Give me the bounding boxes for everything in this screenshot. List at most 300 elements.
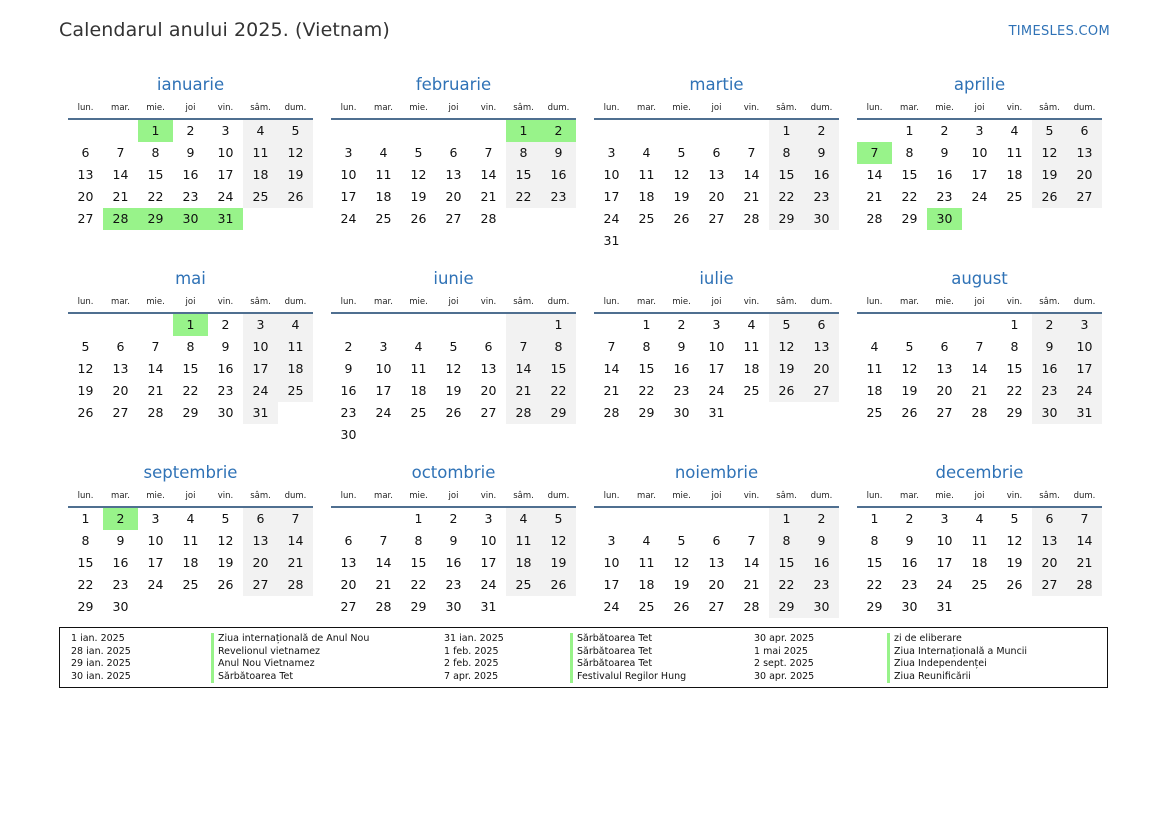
weekday-label: mar.: [374, 491, 393, 501]
empty-day: [1032, 596, 1067, 618]
week-row: [331, 402, 576, 424]
day-cell: 28: [1067, 574, 1102, 596]
weekday-label: lun.: [340, 297, 357, 307]
day-cell: 11: [638, 167, 655, 182]
empty-day: [68, 314, 103, 336]
week-row: [331, 208, 576, 230]
day-cell: 23: [340, 405, 357, 420]
empty-day: [541, 208, 576, 230]
weekday-label: joi: [448, 103, 459, 113]
day-cell: 22: [901, 189, 918, 204]
day-cell: 7: [116, 145, 125, 160]
day-cell: 6: [712, 533, 721, 548]
day-cell: 12: [278, 142, 313, 164]
week-row: [68, 358, 313, 380]
holiday-name: Ziua Independenței: [887, 658, 1120, 671]
day-cell: 9: [905, 533, 914, 548]
month-title: septembrie: [143, 463, 238, 482]
day-cell: 28: [480, 211, 497, 226]
month-iulie: [594, 267, 839, 461]
weekday-label: joi: [185, 103, 196, 113]
week-row: [331, 358, 576, 380]
day-cell: 17: [147, 555, 164, 570]
day-cell: 21: [375, 577, 392, 592]
day-cell: 21: [603, 383, 620, 398]
day-cell: 4: [975, 511, 984, 526]
day-cell: 21: [278, 552, 313, 574]
week-row: [331, 596, 576, 618]
day-cell: 6: [1067, 120, 1102, 142]
day-cell: 1: [769, 120, 804, 142]
day-cell: 4: [1010, 123, 1019, 138]
day-cell: 10: [603, 167, 620, 182]
day-cell: 8: [506, 142, 541, 164]
weekday-label: mie.: [672, 103, 691, 113]
weekday-header: [331, 293, 576, 314]
weekday-label: dum.: [284, 297, 307, 307]
day-cell: 15: [506, 164, 541, 186]
day-cell: 17: [936, 555, 953, 570]
empty-day: [857, 314, 892, 336]
empty-day: [892, 314, 927, 336]
week-row: [594, 120, 839, 142]
week-row: [857, 402, 1102, 424]
week-row: [594, 230, 839, 252]
day-cell: 12: [445, 361, 462, 376]
day-cell: 28: [743, 599, 760, 614]
holiday-day: 1: [506, 120, 541, 142]
day-cell: 21: [480, 189, 497, 204]
day-cell: 27: [480, 405, 497, 420]
day-cell: 25: [638, 211, 655, 226]
day-cell: 26: [769, 380, 804, 402]
week-row: [857, 120, 1102, 142]
week-row: [331, 574, 576, 596]
weekday-label: dum.: [1073, 297, 1096, 307]
empty-day: [769, 402, 804, 424]
week-row: [68, 120, 313, 142]
week-row: [594, 402, 839, 424]
weekday-label: mar.: [111, 103, 130, 113]
day-cell: 30: [804, 596, 839, 618]
day-cell: 8: [186, 339, 195, 354]
day-cell: 26: [217, 577, 234, 592]
week-row: [68, 208, 313, 230]
day-cell: 13: [480, 361, 497, 376]
weekday-label: sâm.: [250, 491, 271, 501]
day-cell: 6: [712, 145, 721, 160]
day-cell: 27: [340, 599, 357, 614]
day-cell: 30: [901, 599, 918, 614]
holiday-date: 1 feb. 2025: [444, 645, 499, 657]
day-cell: 13: [77, 167, 94, 182]
day-cell: 28: [506, 402, 541, 424]
day-cell: 5: [81, 339, 90, 354]
week-row: [331, 530, 576, 552]
day-cell: 29: [410, 599, 427, 614]
week-row: [857, 164, 1102, 186]
day-cell: 20: [445, 189, 462, 204]
day-cell: 10: [1067, 336, 1102, 358]
day-cell: 30: [217, 405, 234, 420]
day-cell: 4: [243, 120, 278, 142]
weekday-label: mie.: [935, 297, 954, 307]
holiday-day: 2: [103, 508, 138, 530]
day-cell: 20: [936, 383, 953, 398]
day-cell: 1: [870, 511, 879, 526]
week-row: [68, 402, 313, 424]
empty-day: [68, 120, 103, 142]
weekday-label: lun.: [603, 103, 620, 113]
weekday-label: vin.: [480, 297, 497, 307]
empty-day: [629, 120, 664, 142]
day-cell: 29: [769, 596, 804, 618]
day-cell: 3: [484, 511, 493, 526]
day-cell: 4: [506, 508, 541, 530]
month-title: decembrie: [935, 463, 1024, 482]
day-cell: 10: [243, 336, 278, 358]
holiday-day: 30: [927, 208, 962, 230]
weekday-label: vin.: [217, 103, 234, 113]
day-cell: 26: [541, 574, 576, 596]
weekday-label: joi: [185, 491, 196, 501]
weekday-label: vin.: [1006, 297, 1023, 307]
weekday-label: joi: [974, 297, 985, 307]
day-cell: 17: [971, 167, 988, 182]
day-cell: 10: [480, 533, 497, 548]
holiday-day: 1: [173, 314, 208, 336]
weekday-label: mie.: [935, 103, 954, 113]
empty-day: [138, 314, 173, 336]
empty-day: [962, 596, 997, 618]
day-cell: 20: [77, 189, 94, 204]
day-cell: 14: [278, 530, 313, 552]
holiday-name: Sărbătoarea Tet: [570, 646, 754, 659]
day-cell: 15: [769, 552, 804, 574]
day-cell: 3: [151, 511, 160, 526]
empty-day: [506, 208, 541, 230]
weekday-label: dum.: [547, 297, 570, 307]
holiday-day: 1: [138, 120, 173, 142]
weekday-header: [331, 99, 576, 120]
empty-day: [401, 424, 436, 446]
weekday-header: [857, 487, 1102, 508]
week-row: [68, 380, 313, 402]
day-cell: 4: [642, 533, 651, 548]
weekday-label: joi: [711, 491, 722, 501]
day-cell: 18: [638, 189, 655, 204]
day-cell: 24: [603, 211, 620, 226]
day-cell: 14: [112, 167, 129, 182]
holiday-date: 7 apr. 2025: [444, 670, 499, 682]
holiday-date: 30 ian. 2025: [71, 670, 131, 682]
week-row: [331, 164, 576, 186]
day-cell: 11: [743, 339, 760, 354]
day-cell: 12: [769, 336, 804, 358]
day-cell: 16: [541, 164, 576, 186]
day-cell: 5: [1032, 120, 1067, 142]
day-cell: 1: [642, 317, 651, 332]
day-cell: 24: [147, 577, 164, 592]
day-cell: 29: [866, 599, 883, 614]
holiday-name: zi de eliberare: [887, 633, 1120, 646]
day-cell: 8: [642, 339, 651, 354]
weekday-label: mar.: [637, 103, 656, 113]
day-cell: 7: [747, 533, 756, 548]
day-cell: 15: [901, 167, 918, 182]
day-cell: 3: [379, 339, 388, 354]
day-cell: 5: [449, 339, 458, 354]
holiday-date-column: [444, 633, 570, 687]
day-cell: 19: [769, 358, 804, 380]
day-cell: 29: [769, 208, 804, 230]
week-row: [594, 358, 839, 380]
day-cell: 11: [278, 336, 313, 358]
day-cell: 18: [866, 383, 883, 398]
day-cell: 13: [708, 167, 725, 182]
day-cell: 5: [1010, 511, 1019, 526]
day-cell: 18: [743, 361, 760, 376]
day-cell: 23: [901, 577, 918, 592]
weekday-header: [857, 99, 1102, 120]
weekday-label: lun.: [340, 103, 357, 113]
day-cell: 25: [182, 577, 199, 592]
weekday-label: mie.: [409, 491, 428, 501]
day-cell: 28: [866, 211, 883, 226]
day-cell: 31: [1067, 402, 1102, 424]
empty-day: [208, 596, 243, 618]
week-row: [857, 552, 1102, 574]
weekday-label: sâm.: [513, 103, 534, 113]
day-cell: 23: [804, 574, 839, 596]
week-row: [68, 596, 313, 618]
day-cell: 14: [147, 361, 164, 376]
day-cell: 15: [866, 555, 883, 570]
empty-day: [962, 208, 997, 230]
day-cell: 27: [243, 574, 278, 596]
holiday-name: Festivalul Regilor Hung: [570, 671, 754, 684]
week-row: [857, 208, 1102, 230]
day-cell: 19: [541, 552, 576, 574]
weekday-header: [857, 293, 1102, 314]
holiday-day: 30: [173, 208, 208, 230]
day-cell: 19: [278, 164, 313, 186]
weekday-header: [68, 99, 313, 120]
day-cell: 25: [971, 577, 988, 592]
brand-link[interactable]: TIMESLES.COM: [1008, 24, 1110, 39]
day-cell: 3: [712, 317, 721, 332]
day-cell: 21: [112, 189, 129, 204]
empty-day: [594, 120, 629, 142]
holiday-name: Sărbătoarea Tet: [211, 671, 444, 684]
day-cell: 23: [804, 186, 839, 208]
day-cell: 13: [936, 361, 953, 376]
day-cell: 19: [673, 189, 690, 204]
day-cell: 23: [182, 189, 199, 204]
weekday-label: mar.: [374, 297, 393, 307]
month-decembrie: [857, 461, 1102, 655]
day-cell: 31: [936, 599, 953, 614]
holiday-date: 1 ian. 2025: [71, 633, 125, 644]
empty-day: [506, 424, 541, 446]
month-septembrie: [68, 461, 313, 655]
weekday-label: mie.: [146, 491, 165, 501]
day-cell: 17: [1067, 358, 1102, 380]
day-cell: 11: [243, 142, 278, 164]
weekday-label: joi: [711, 297, 722, 307]
day-cell: 4: [414, 339, 423, 354]
day-cell: 14: [506, 358, 541, 380]
weekday-label: sâm.: [776, 491, 797, 501]
day-cell: 24: [340, 211, 357, 226]
day-cell: 16: [1032, 358, 1067, 380]
weekday-label: sâm.: [250, 103, 271, 113]
day-cell: 3: [243, 314, 278, 336]
day-cell: 12: [901, 361, 918, 376]
day-cell: 5: [221, 511, 230, 526]
weekday-label: sâm.: [513, 297, 534, 307]
day-cell: 22: [410, 577, 427, 592]
week-row: [331, 142, 576, 164]
weekday-label: mar.: [900, 103, 919, 113]
day-cell: 13: [708, 555, 725, 570]
day-cell: 18: [243, 164, 278, 186]
day-cell: 27: [804, 380, 839, 402]
day-cell: 13: [804, 336, 839, 358]
day-cell: 14: [743, 555, 760, 570]
day-cell: 21: [866, 189, 883, 204]
day-cell: 18: [638, 577, 655, 592]
day-cell: 8: [870, 533, 879, 548]
empty-day: [927, 314, 962, 336]
weekday-label: mie.: [409, 103, 428, 113]
day-cell: 22: [638, 383, 655, 398]
holiday-date: 28 ian. 2025: [71, 645, 131, 657]
empty-day: [331, 314, 366, 336]
holiday-name: Revelionul vietnamez: [211, 646, 444, 659]
weekday-label: vin.: [217, 297, 234, 307]
day-cell: 25: [638, 599, 655, 614]
day-cell: 25: [506, 574, 541, 596]
day-cell: 3: [940, 511, 949, 526]
month-title: aprilie: [953, 75, 1006, 94]
weekday-label: sâm.: [1039, 297, 1060, 307]
day-cell: 4: [870, 339, 879, 354]
day-cell: 29: [182, 405, 199, 420]
holiday-name-column: [211, 633, 444, 687]
day-cell: 18: [506, 552, 541, 574]
day-cell: 15: [638, 361, 655, 376]
weekday-label: joi: [711, 103, 722, 113]
month-mai: [68, 267, 313, 461]
empty-day: [471, 314, 506, 336]
day-cell: 10: [217, 145, 234, 160]
day-cell: 23: [112, 577, 129, 592]
day-cell: 18: [375, 189, 392, 204]
holiday-name: Ziua internațională de Anul Nou: [211, 633, 444, 646]
day-cell: 8: [769, 530, 804, 552]
day-cell: 17: [708, 361, 725, 376]
day-cell: 9: [804, 530, 839, 552]
day-cell: 30: [112, 599, 129, 614]
weekday-label: vin.: [217, 491, 234, 501]
weekday-label: dum.: [810, 491, 833, 501]
weekday-header: [68, 487, 313, 508]
day-cell: 4: [186, 511, 195, 526]
empty-day: [857, 120, 892, 142]
months-grid: [68, 73, 1102, 655]
week-row: [331, 186, 576, 208]
weekday-label: dum.: [1073, 491, 1096, 501]
week-row: [594, 142, 839, 164]
month-octombrie: [331, 461, 576, 655]
day-cell: 7: [151, 339, 160, 354]
week-row: [331, 314, 576, 336]
week-row: [857, 530, 1102, 552]
day-cell: 22: [77, 577, 94, 592]
week-row: [857, 336, 1102, 358]
day-cell: 15: [769, 164, 804, 186]
day-cell: 31: [603, 233, 620, 248]
day-cell: 27: [112, 405, 129, 420]
weekday-label: mie.: [935, 491, 954, 501]
day-cell: 2: [1032, 314, 1067, 336]
day-cell: 15: [182, 361, 199, 376]
empty-day: [629, 508, 664, 530]
day-cell: 12: [541, 530, 576, 552]
month-title: octombrie: [411, 463, 496, 482]
day-cell: 3: [607, 145, 616, 160]
holiday-date: 1 mai 2025: [754, 645, 808, 657]
day-cell: 3: [221, 123, 230, 138]
day-cell: 25: [1006, 189, 1023, 204]
day-cell: 14: [971, 361, 988, 376]
weekday-label: mie.: [409, 297, 428, 307]
holiday-name: Anul Nou Vietnamez: [211, 658, 444, 671]
day-cell: 21: [506, 380, 541, 402]
month-noiembrie: [594, 461, 839, 655]
day-cell: 16: [182, 167, 199, 182]
empty-day: [278, 402, 313, 424]
day-cell: 11: [375, 167, 392, 182]
day-cell: 9: [677, 339, 686, 354]
day-cell: 5: [769, 314, 804, 336]
week-row: [594, 508, 839, 530]
day-cell: 22: [769, 574, 804, 596]
empty-day: [436, 314, 471, 336]
empty-day: [769, 230, 804, 252]
day-cell: 24: [603, 599, 620, 614]
day-cell: 12: [673, 167, 690, 182]
holiday-name: Ziua Reunificării: [887, 671, 1120, 684]
weekday-label: lun.: [77, 297, 94, 307]
empty-day: [401, 314, 436, 336]
day-cell: 16: [673, 361, 690, 376]
day-cell: 11: [1006, 145, 1023, 160]
day-cell: 25: [278, 380, 313, 402]
weekday-label: mar.: [111, 491, 130, 501]
day-cell: 22: [541, 380, 576, 402]
empty-day: [1067, 208, 1102, 230]
day-cell: 2: [804, 508, 839, 530]
day-cell: 26: [77, 405, 94, 420]
week-row: [331, 380, 576, 402]
day-cell: 20: [112, 383, 129, 398]
day-cell: 16: [804, 552, 839, 574]
day-cell: 13: [445, 167, 462, 182]
week-row: [68, 314, 313, 336]
day-cell: 14: [743, 167, 760, 182]
